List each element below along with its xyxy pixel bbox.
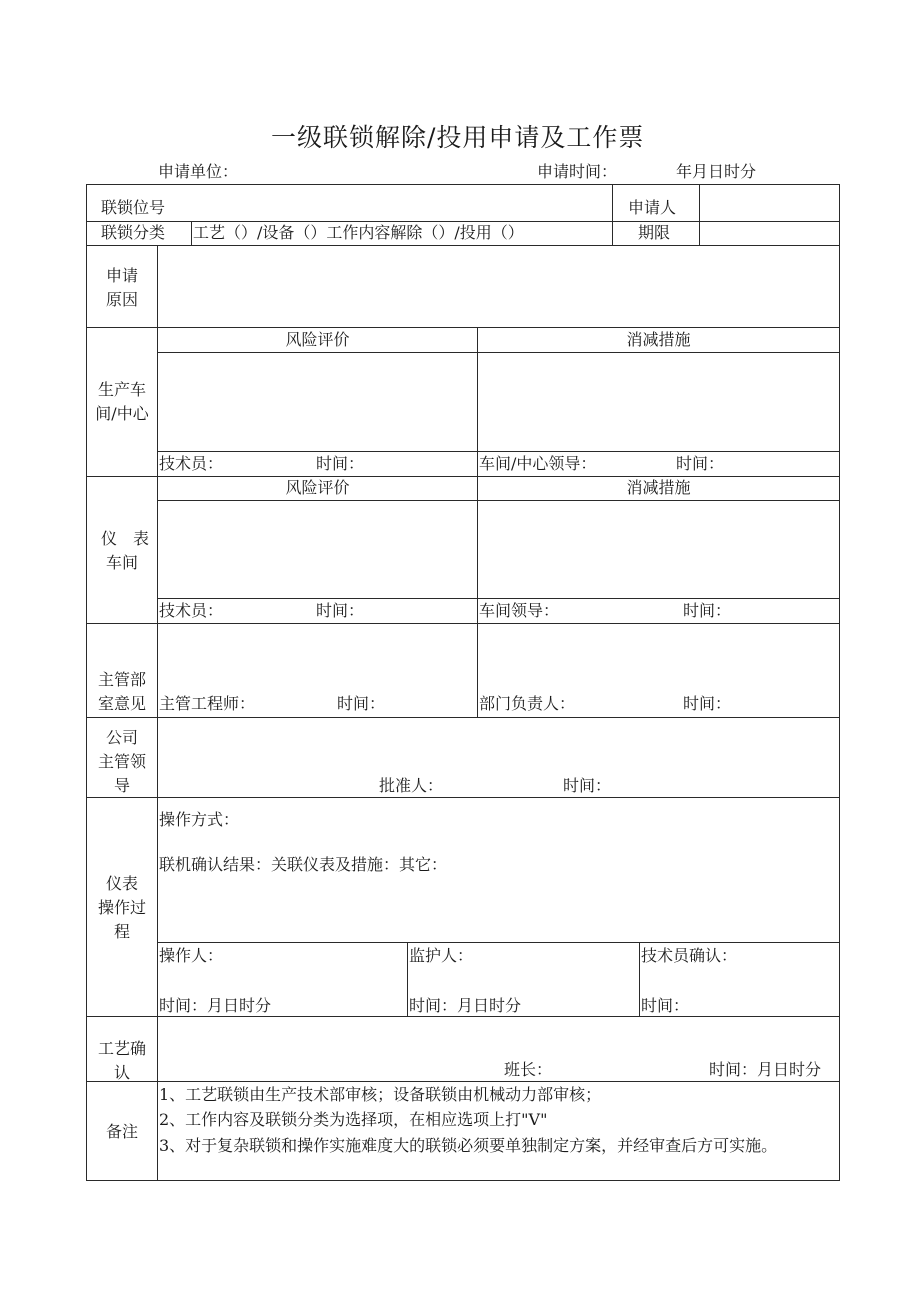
instrument-leader-label: 车间领导： — [479, 601, 560, 620]
reason-label-line: 申请 — [105, 266, 138, 285]
operation-detail-field[interactable] — [158, 878, 839, 941]
process-label — [87, 1037, 157, 1085]
divider — [639, 942, 640, 1016]
operation-result-label: 联机确认结果：关联仪表及措施：其它： — [159, 855, 448, 874]
reason-field[interactable] — [158, 246, 839, 327]
dept-time-left: 时间： — [337, 694, 386, 713]
remarks-label: 备注 — [105, 1122, 138, 1141]
divider — [86, 327, 840, 328]
operation-label-line: 仪表 — [105, 874, 138, 893]
process-label-line: 认 — [113, 1063, 130, 1082]
workshop-label-line: 间/中心 — [95, 404, 149, 423]
operation-label-line: 操作过 — [97, 898, 146, 917]
reason-label — [87, 264, 157, 312]
process-label-line: 工艺确 — [97, 1039, 146, 1058]
dept-label — [87, 668, 157, 716]
form-title: 一级联锁解除/投用申请及工作票 — [271, 123, 645, 152]
remark-note-1: 1、工艺联锁由生产技术部审核；设备联锁由机械动力部审核； — [159, 1085, 602, 1104]
company-label — [87, 726, 157, 798]
applicant-unit-label: 申请单位： — [158, 162, 239, 181]
remark-note-2: 2、工作内容及联锁分类为选择项，在相应选项上打"V" — [159, 1110, 548, 1129]
operation-label — [87, 872, 157, 944]
company-label-line: 导 — [113, 776, 130, 795]
instrument-risk-field[interactable] — [158, 501, 477, 598]
divider — [86, 797, 840, 798]
workshop-leader-label: 车间/中心领导： — [479, 454, 597, 473]
applicant-label: 申请人 — [628, 198, 677, 217]
workshop-label — [87, 378, 157, 426]
company-opinion-field[interactable] — [158, 718, 839, 773]
instrument-measure-header: 消减措施 — [626, 478, 691, 497]
operation-method-label: 操作方式： — [159, 810, 240, 829]
workshop-tech-label: 技术员： — [159, 454, 224, 473]
workshop-time-left: 时间： — [316, 454, 365, 473]
application-time-label: 申请时间： — [537, 162, 618, 181]
instrument-tech-label: 技术员： — [159, 601, 224, 620]
application-time-value: 年月日时分 — [676, 162, 757, 181]
tech-confirm-label: 技术员确认： — [641, 946, 738, 965]
guardian-time[interactable]: 时间：月日时分 — [409, 996, 522, 1015]
company-label-line: 主管领 — [97, 752, 146, 771]
operator-label: 操作人： — [159, 946, 224, 965]
process-confirm-field[interactable] — [158, 1017, 839, 1057]
interlock-category-options[interactable]: 工艺（）/设备（）工作内容解除（）/投用（） — [193, 223, 524, 242]
dept-head-field[interactable] — [478, 624, 839, 692]
company-time-label: 时间： — [563, 776, 612, 795]
reason-label-line: 原因 — [105, 290, 138, 309]
instrument-risk-header: 风险评价 — [285, 478, 350, 497]
workshop-label-line: 生产车 — [97, 380, 146, 399]
deadline-field[interactable] — [700, 222, 838, 244]
dept-time-right: 时间： — [683, 694, 732, 713]
deadline-label: 期限 — [638, 223, 671, 242]
interlock-category-label: 联锁分类 — [101, 223, 166, 242]
interlock-position-label: 联锁位号 — [101, 198, 166, 217]
divider — [157, 942, 840, 943]
applicant-field[interactable] — [700, 185, 838, 221]
interlock-position-field[interactable] — [192, 185, 611, 221]
instrument-time-right: 时间： — [683, 601, 732, 620]
divider — [86, 476, 840, 477]
team-leader-label: 班长： — [504, 1060, 553, 1079]
dept-label-line: 室意见 — [97, 694, 146, 713]
divider — [157, 598, 840, 599]
table-border-bottom — [86, 1180, 840, 1181]
divider — [157, 451, 840, 452]
company-approver-label: 批准人： — [379, 776, 444, 795]
dept-label-line: 主管部 — [97, 670, 146, 689]
divider — [612, 184, 613, 245]
guardian-label: 监护人： — [409, 946, 474, 965]
operation-label-line: 程 — [113, 922, 130, 941]
process-time-label: 时间：月日时分 — [709, 1060, 822, 1079]
instrument-measure-field[interactable] — [478, 501, 839, 598]
dept-engineer-field[interactable] — [158, 624, 477, 692]
instrument-label-line: 仪 表 — [101, 529, 150, 548]
dept-engineer-label: 主管工程师： — [159, 694, 256, 713]
workshop-measure-header: 消减措施 — [626, 330, 691, 349]
remark-note-3: 3、对于复杂联锁和操作实施难度大的联锁必须要单独制定方案，并经审查后方可实施。 — [159, 1136, 778, 1155]
workshop-risk-header: 风险评价 — [285, 330, 350, 349]
instrument-label-line: 车间 — [105, 553, 138, 572]
table-border-right — [839, 184, 840, 1181]
instrument-label — [87, 527, 157, 575]
workshop-time-right: 时间： — [676, 454, 725, 473]
divider — [86, 1081, 840, 1082]
divider — [191, 221, 192, 245]
instrument-time-left: 时间： — [316, 601, 365, 620]
divider — [407, 942, 408, 1016]
workshop-risk-field[interactable] — [158, 353, 477, 451]
company-label-line: 公司 — [105, 728, 138, 747]
workshop-measure-field[interactable] — [478, 353, 839, 451]
tech-confirm-time[interactable]: 时间： — [641, 996, 690, 1015]
operator-time[interactable]: 时间：月日时分 — [159, 996, 272, 1015]
dept-head-label: 部门负责人： — [479, 694, 576, 713]
